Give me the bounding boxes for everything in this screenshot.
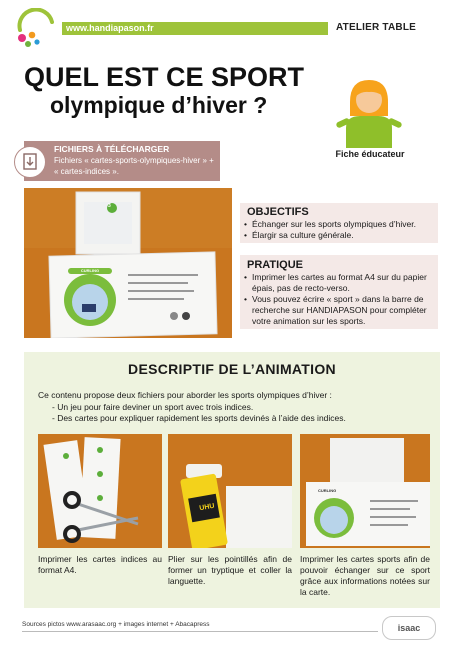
step-caption-2: Plier sur les pointillés afin de former un tryptique et coller la languette. [168,554,292,586]
footer-divider [22,631,378,632]
isaac-logo: isaac [382,616,436,640]
animation-intro: Ce contenu propose deux fichiers pour aborder les sports olympiques d’hiver : [38,390,332,400]
main-photo [24,188,232,338]
animation-item: - Des cartes pour expliquer rapidement les sports devinés à l’aide des indices. [52,413,346,423]
step-photo-glue [168,434,292,548]
objectifs-item: • Élargir sa culture générale. [244,230,434,241]
sport-card-name: CURLING [80,268,100,273]
download-text: Fichiers « cartes-sports-olympiques-hiver » + « cartes-indices ». [54,156,214,176]
objectifs-title: OBJECTIFS [247,206,309,218]
step-photo-sport-card [300,434,430,548]
pratique-title: PRATIQUE [247,259,304,271]
download-title: FICHIERS À TÉLÉCHARGER [54,144,170,154]
category-label: ATELIER TABLE [336,22,417,33]
sport-card-name-2: CURLING [318,488,337,493]
footer-sources: Sources pictos www.arasaac.org + images internet + Abacapress [22,621,210,628]
site-url-link[interactable]: www.handiapason.fr [66,23,154,33]
animation-title: DESCRIPTIF DE L’ANIMATION [128,361,336,377]
hint-number-badge: 3 [108,203,111,209]
animation-item: - Un jeu pour faire deviner un sport avec trois indices. [52,402,254,412]
pratique-item: • Imprimer les cartes au format A4 sur du papier épais, pas de recto-verso. [244,272,434,294]
glue-label: UHU [198,502,216,513]
handiapason-logo [12,8,56,48]
educator-label: Fiche éducateur [335,149,405,159]
pratique-list [244,272,434,327]
step-caption-3: Imprimer les cartes sports afin de pouvoir échanger sur ce sport grâce aux informations notées sur la carte. [300,554,430,597]
step-caption-1: Imprimer les cartes indices au format A4. [38,554,162,575]
objectifs-item: • Échanger sur les sports olympiques d’hiver. [244,219,434,230]
educator-figure-icon [336,76,402,148]
page-subtitle: olympique d’hiver ? [50,92,268,118]
step-photo-hint-cards [38,434,162,548]
pratique-item: • Vous pouvez écrire « sport » dans la barre de recherche sur HANDIAPASON pour compléter votre animation sur les sports. [244,294,434,327]
page-title: QUEL EST CE SPORT [24,62,305,92]
download-icon[interactable] [14,146,46,178]
objectifs-list [244,219,434,241]
